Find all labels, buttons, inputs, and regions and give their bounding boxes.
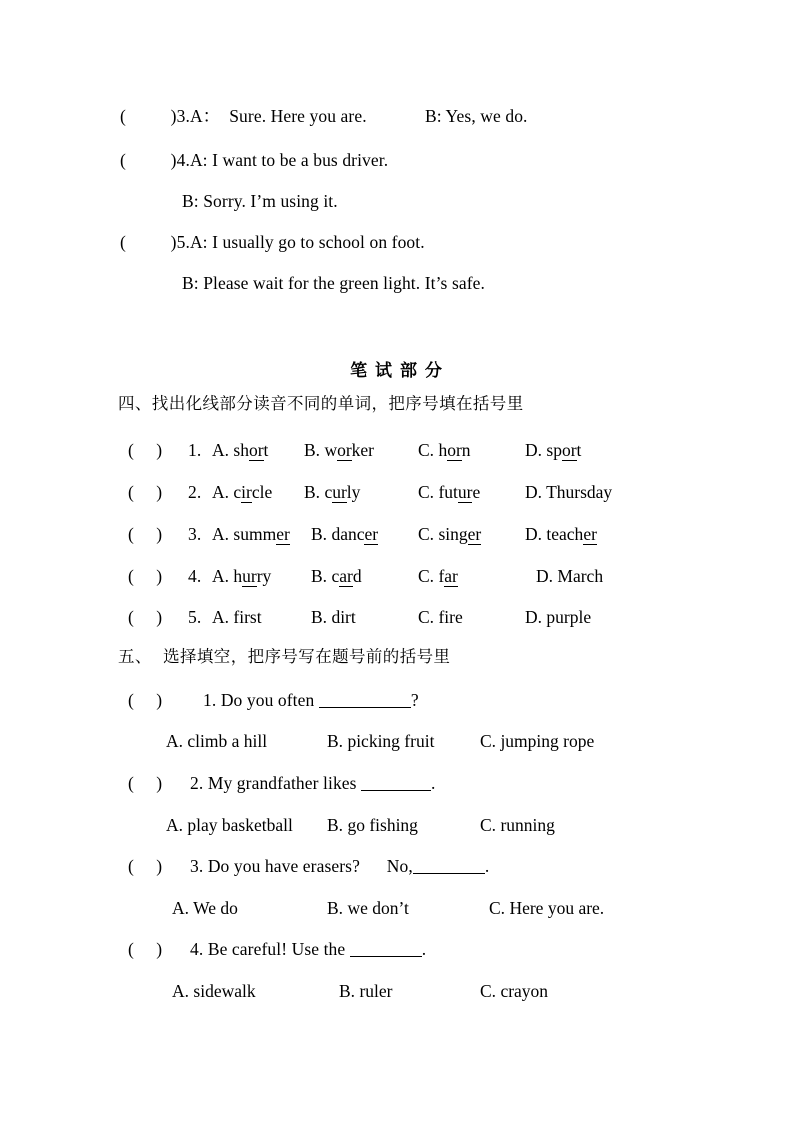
section-five-q2-option-c[interactable]	[480, 817, 555, 835]
section-four-q1-option-a[interactable]	[212, 442, 268, 460]
option-word-post: ker	[351, 440, 375, 460]
section-five-q3-option-b[interactable]	[327, 900, 409, 918]
option-word-pre: h	[233, 566, 243, 586]
section-four-q3-bracket[interactable]: ( )	[128, 524, 163, 544]
section-four-q1-number: 1.	[188, 440, 202, 460]
option-word-pre: h	[438, 440, 448, 460]
stem-before-blank: Be careful! Use the	[207, 939, 350, 959]
option-letter: B.	[304, 440, 321, 460]
item-number: 4.	[176, 150, 190, 170]
stem-before-blank: My grandfather likes	[207, 773, 362, 793]
question-number: 1.	[203, 690, 217, 710]
option-word-pre: fire	[438, 607, 463, 627]
option-letter: B.	[311, 607, 328, 627]
option-word-post: ry	[256, 566, 272, 586]
section-four-q2-number: 2.	[188, 482, 202, 502]
section-five-q1-option-c[interactable]	[480, 733, 594, 751]
section-five-q4-stem	[190, 941, 426, 959]
stem-after-blank: .	[484, 856, 490, 876]
option-letter: C.	[480, 815, 497, 835]
option-letter: C.	[418, 440, 435, 460]
option-letter: C.	[480, 731, 497, 751]
option-word-underlined: or	[561, 440, 577, 460]
option-word-post: ly	[346, 482, 361, 502]
option-word-underlined: or	[337, 440, 352, 460]
section-five-q1-option-a[interactable]	[166, 733, 267, 751]
option-word-post: e	[472, 482, 481, 502]
option-word-pre: c	[324, 482, 333, 502]
option-letter: A.	[166, 815, 184, 835]
option-letter: B.	[327, 731, 344, 751]
section-five-q2-option-b[interactable]	[327, 817, 418, 835]
listening-item-3-line-a	[120, 108, 367, 126]
option-word-post: cle	[251, 482, 273, 502]
section-four-q3-option-a[interactable]	[212, 526, 290, 544]
section-four-q4-option-c[interactable]	[418, 568, 458, 586]
option-word-pre: w	[324, 440, 338, 460]
option-word-underlined: or	[248, 440, 264, 460]
option-letter: A.	[172, 981, 190, 1001]
option-text: climb a hill	[187, 731, 268, 751]
listening-item-5-line-a	[120, 234, 425, 252]
option-word-pre: sing	[438, 524, 468, 544]
option-letter: D.	[525, 482, 543, 502]
question-number: 2.	[190, 773, 204, 793]
option-letter: A.	[212, 524, 230, 544]
option-text: play basketball	[187, 815, 293, 835]
option-word-post: n	[461, 440, 471, 460]
section-four-q2-option-d[interactable]	[525, 484, 612, 502]
section-five-q2-bracket[interactable]: ( )	[128, 773, 163, 793]
option-text: jumping rope	[500, 731, 595, 751]
section-five-q4-option-b[interactable]	[339, 983, 392, 1001]
option-word-underlined: ir	[241, 482, 252, 502]
section-five-q1-option-b[interactable]	[327, 733, 434, 751]
option-word-underlined: or	[447, 440, 462, 460]
section-four-q5-option-b[interactable]	[311, 609, 356, 627]
answer-blank[interactable]	[413, 860, 485, 874]
section-five-q4-bracket[interactable]: ( )	[128, 939, 163, 959]
section-four-q3-number: 3.	[188, 524, 202, 544]
option-letter: B.	[327, 815, 344, 835]
speaker-a-text: A: I want to be a bus driver.	[189, 150, 389, 170]
option-letter: C.	[418, 566, 435, 586]
answer-blank[interactable]	[361, 777, 431, 791]
section-four-q4-bracket[interactable]: ( )	[128, 566, 163, 586]
option-word-pre: teach	[546, 524, 584, 544]
option-word-pre: summ	[233, 524, 277, 544]
option-text: Here you are.	[509, 898, 605, 918]
section-five-q2-stem	[190, 775, 436, 793]
option-letter: C.	[418, 482, 435, 502]
option-letter: B.	[311, 524, 328, 544]
option-word-pre: fut	[438, 482, 458, 502]
option-word-pre: danc	[331, 524, 365, 544]
option-text: running	[500, 815, 555, 835]
answer-bracket[interactable]: ( )	[120, 106, 177, 126]
section-four-q5-option-d[interactable]	[525, 609, 591, 627]
section-five-q4-option-c[interactable]	[480, 983, 548, 1001]
option-text: we don’t	[347, 898, 409, 918]
section-four-q3-option-d[interactable]	[525, 526, 597, 544]
option-letter: A.	[212, 482, 230, 502]
option-letter: D.	[525, 607, 543, 627]
option-word-post: t	[263, 440, 269, 460]
option-text: We do	[193, 898, 238, 918]
answer-blank[interactable]	[350, 943, 422, 957]
option-text: crayon	[500, 981, 549, 1001]
listening-item-4-line-b: B: Sorry. I’m using it.	[182, 191, 338, 211]
option-word-pre: sh	[233, 440, 249, 460]
section-five-q2-option-a[interactable]	[166, 817, 293, 835]
option-letter: D.	[525, 440, 543, 460]
item-number: 5.	[176, 232, 190, 252]
section-four-q1-option-c[interactable]	[418, 442, 471, 460]
section-five-heading: 五、 选择填空，把序号写在题号前的括号里	[118, 647, 451, 666]
section-four-q4-option-d[interactable]	[536, 568, 603, 586]
option-word-pre: sp	[546, 440, 562, 460]
stem-before-blank: Do you have erasers? No,	[207, 856, 413, 876]
option-word-underlined: ur	[457, 482, 473, 502]
option-word-underlined: er	[467, 524, 482, 544]
stem-after-blank: .	[431, 773, 436, 793]
section-four-heading: 四、找出化线部分读音不同的单词，把序号填在括号里	[118, 394, 524, 413]
section-four-q5-option-c[interactable]	[418, 609, 463, 627]
question-number: 3.	[190, 856, 204, 876]
listening-item-5-line-b: B: Please wait for the green light. It’s safe.	[182, 273, 485, 293]
section-five-q3-bracket[interactable]: ( )	[128, 856, 163, 876]
option-word-underlined: ar	[339, 566, 353, 586]
listening-item-3-line-b: B: Yes, we do.	[425, 106, 528, 126]
written-part-title: 笔 试 部 分	[350, 361, 443, 381]
option-text: picking fruit	[347, 731, 435, 751]
option-word-pre: first	[233, 607, 262, 627]
option-word-underlined: ar	[444, 566, 458, 586]
section-four-q2-option-b[interactable]	[304, 484, 360, 502]
option-word-pre: dirt	[331, 607, 356, 627]
section-five-q1-bracket[interactable]: ( )	[128, 690, 163, 710]
section-five-q1-stem	[203, 692, 419, 710]
option-letter: A.	[166, 731, 184, 751]
option-letter: A.	[212, 607, 230, 627]
section-five-q3-stem	[190, 858, 489, 876]
option-text: go fishing	[347, 815, 418, 835]
option-word-post: d	[352, 566, 362, 586]
option-letter: B.	[311, 566, 328, 586]
section-four-q4-option-a[interactable]	[212, 568, 271, 586]
option-letter: D.	[536, 566, 554, 586]
speaker-a-text: A: I usually go to school on foot.	[189, 232, 425, 252]
option-word-pre: March	[557, 566, 604, 586]
option-text: sidewalk	[193, 981, 256, 1001]
section-four-q3-option-c[interactable]	[418, 526, 481, 544]
option-word-post: t	[576, 440, 582, 460]
option-letter: A.	[212, 566, 230, 586]
option-word-pre: purple	[546, 607, 592, 627]
option-word-underlined: er	[364, 524, 379, 544]
stem-before-blank: Do you often	[220, 690, 319, 710]
stem-after-blank: ?	[410, 690, 419, 710]
option-letter: B.	[327, 898, 344, 918]
listening-item-4-line-a	[120, 152, 388, 170]
option-word-underlined: er	[583, 524, 597, 544]
section-five-q4-option-a[interactable]	[172, 983, 256, 1001]
section-four-q2-option-c[interactable]	[418, 484, 480, 502]
section-four-q1-option-d[interactable]	[525, 442, 581, 460]
answer-bracket[interactable]: ( )	[120, 232, 177, 252]
item-number: 3.	[176, 106, 190, 126]
section-four-q5-number: 5.	[188, 607, 202, 627]
option-letter: B.	[339, 981, 356, 1001]
option-letter: A.	[212, 440, 230, 460]
answer-bracket[interactable]: ( )	[120, 150, 177, 170]
section-four-q5-bracket[interactable]: ( )	[128, 607, 163, 627]
option-word-underlined: ur	[332, 482, 347, 502]
option-word-pre: Thursday	[546, 482, 613, 502]
option-letter: C.	[480, 981, 497, 1001]
section-four-q2-option-a[interactable]	[212, 484, 272, 502]
option-letter: B.	[304, 482, 321, 502]
stem-after-blank: .	[421, 939, 427, 959]
option-word-underlined: er	[276, 524, 290, 544]
option-letter: C.	[418, 524, 435, 544]
option-letter: C.	[418, 607, 435, 627]
section-five-q3-option-c[interactable]	[489, 900, 604, 918]
option-word-underlined: ur	[242, 566, 257, 586]
option-word-pre: f	[438, 566, 445, 586]
section-four-q2-bracket[interactable]: ( )	[128, 482, 163, 502]
section-five-q3-option-a[interactable]	[172, 900, 238, 918]
section-four-q4-option-b[interactable]	[311, 568, 362, 586]
section-four-q1-bracket[interactable]: ( )	[128, 440, 163, 460]
answer-blank[interactable]	[319, 694, 411, 708]
option-letter: C.	[489, 898, 506, 918]
option-letter: A.	[172, 898, 190, 918]
speaker-a-text: A： Sure. Here you are.	[189, 106, 367, 126]
section-four-q5-option-a[interactable]	[212, 609, 262, 627]
option-word-pre: c	[233, 482, 242, 502]
option-letter: D.	[525, 524, 543, 544]
question-number: 4.	[190, 939, 204, 959]
section-four-q1-option-b[interactable]	[304, 442, 374, 460]
section-four-q4-number: 4.	[188, 566, 202, 586]
section-four-q3-option-b[interactable]	[311, 526, 378, 544]
option-word-pre: c	[331, 566, 340, 586]
option-text: ruler	[359, 981, 393, 1001]
